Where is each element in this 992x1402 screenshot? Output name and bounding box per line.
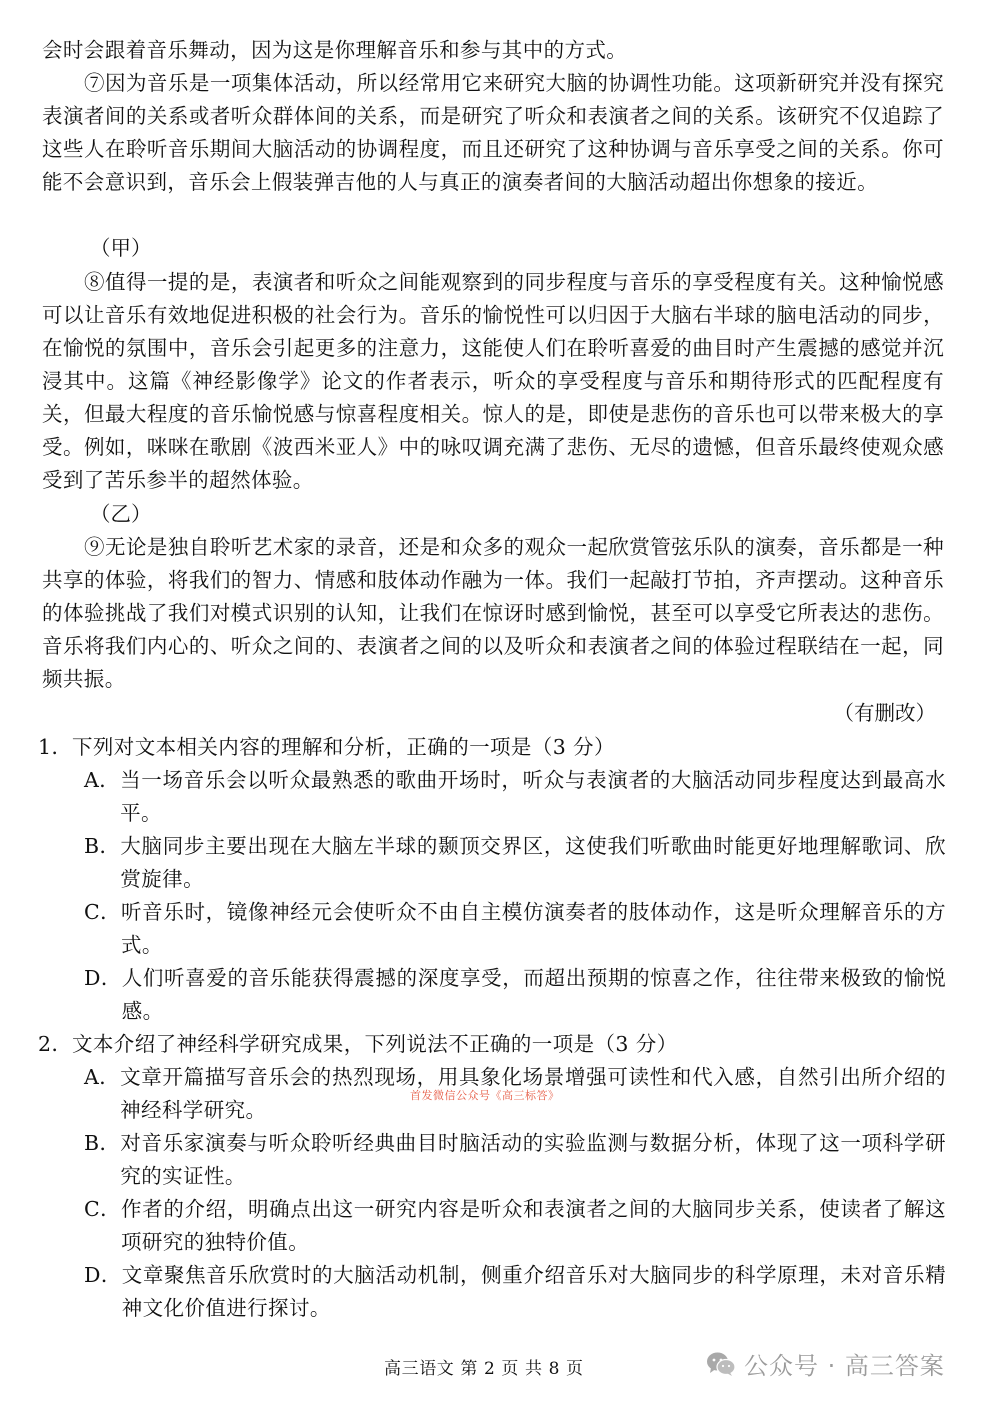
wechat-icon [706,1351,736,1377]
option-letter: A． [84,768,121,792]
question-2-option-c[interactable] [84,1193,946,1259]
option-letter: D． [84,1263,122,1287]
option-letter: A． [84,1065,121,1089]
question-1-stem [38,731,944,764]
option-text: 听音乐时，镜像神经元会使听众不由自主模仿演奏者的肢体动作，这是听众理解音乐的方式。 [121,900,946,957]
passage-paragraph-8: ⑧值得一提的是，表演者和听众之间能观察到的同步程度与音乐的享受程度有关。这种愉悦感可以让音乐有效地促进积极的社会行为。音乐的愉悦性可以归因于大脑右半球的脑电活动的同步，在愉悦的氛围中，音乐会引起更多的注意力，这能使人们在聆听喜爱的曲目时产生震撼的感觉并沉浸其中。这篇《神经影像学》论文的作者表示，听众的享受程度与音乐和期待形式的匹配程度有关，但最大程度的音乐愉悦感与惊喜程度相关。惊人的是，即使是悲伤的音乐也可以带来极大的享受。例如，咪咪在歌剧《波西米亚人》中的咏叹调充满了悲伤、无尽的遗憾，但音乐最终使观众感受到了苦乐参半的超然体验。 [42,270,944,492]
question-1-option-b[interactable] [84,830,946,896]
option-letter: D． [84,966,122,990]
question-text: 下列对文本相关内容的理解和分析，正确的一项是（3 分） [72,735,615,759]
option-text: 文章聚焦音乐欣赏时的大脑活动机制，侧重介绍音乐对大脑同步的科学原理，未对音乐精神文化价值进行探讨。 [121,1263,946,1320]
option-text: 人们听喜爱的音乐能获得震撼的深度享受，而超出预期的惊喜之作，往往带来极致的愉悦感。 [121,966,946,1023]
red-watermark: 首发微信公众号《高三标答》 [410,1089,560,1102]
wechat-account-badge[interactable] [706,1346,945,1381]
placeholder-jia: （甲） [90,236,152,260]
placeholder-yi: （乙） [90,502,152,526]
option-letter: C． [84,900,121,924]
question-1-option-a[interactable] [84,764,946,830]
option-letter: B． [84,1131,121,1155]
option-text: 对音乐家演奏与听众聆听经典曲目时脑活动的实验监测与数据分析，体现了这一项科学研究的实证性。 [120,1131,946,1188]
question-text: 文本介绍了神经科学研究成果，下列说法不正确的一项是（3 分） [72,1032,678,1056]
abridged-note: （有删改） [833,701,936,725]
passage-paragraph-7: ⑦因为音乐是一项集体活动，所以经常用它来研究大脑的协调性功能。这项新研究并没有探究表演者间的关系或者听众群体间的关系，而是研究了听众和表演者之间的关系。该研究不仅追踪了这些人在聆听音乐期间大脑活动的协调程度，而且还研究了这种协调与音乐享受之间的关系。你可能不会意识到，音乐会上假装弹吉他的人与真正的演奏者间的大脑活动超出你想象的接近。 [42,71,944,194]
option-letter: B． [84,834,121,858]
option-letter: C． [84,1197,121,1221]
question-number: 2． [38,1032,73,1056]
question-1-option-d[interactable] [84,962,946,1028]
wechat-badge-text: 公众号 · 高三答案 [744,1352,945,1380]
question-2-option-b[interactable] [84,1127,946,1193]
option-text: 文章开篇描写音乐会的热烈现场，用具象化场景增强可读性和代入感，自然引出所介绍的神经科学研究。 [120,1065,946,1122]
option-text: 大脑同步主要出现在大脑左半球的颞顶交界区，这使我们听歌曲时能更好地理解歌词、欣赏旋律。 [120,834,946,891]
question-2-option-d[interactable] [84,1259,946,1325]
passage-paragraph-6-end: 会时会跟着音乐舞动，因为这是你理解音乐和参与其中的方式。 [42,38,628,62]
page-footer: 高三语文 第 2 页 共 8 页 [384,1359,584,1379]
option-text: 作者的介绍，明确点出这一研究内容是听众和表演者之间的大脑同步关系，使读者了解这项研究的独特价值。 [121,1197,946,1254]
option-text: 当一场音乐会以听众最熟悉的歌曲开场时，听众与表演者的大脑活动同步程度达到最高水平。 [120,768,946,825]
question-2-stem [38,1028,944,1061]
passage-paragraph-9: ⑨无论是独自聆听艺术家的录音，还是和众多的观众一起欣赏管弦乐队的演奏，音乐都是一种共享的体验，将我们的智力、情感和肢体动作融为一体。我们一起敲打节拍，齐声摆动。这种音乐的体验挑战了我们对模式识别的认知，让我们在惊讶时感到愉悦，甚至可以享受它所表达的悲伤。音乐将我们内心的、听众之间的、表演者之间的以及听众和表演者之间的体验过程联结在一起，同频共振。 [42,535,944,691]
question-number: 1． [38,735,73,759]
question-1-option-c[interactable] [84,896,946,962]
